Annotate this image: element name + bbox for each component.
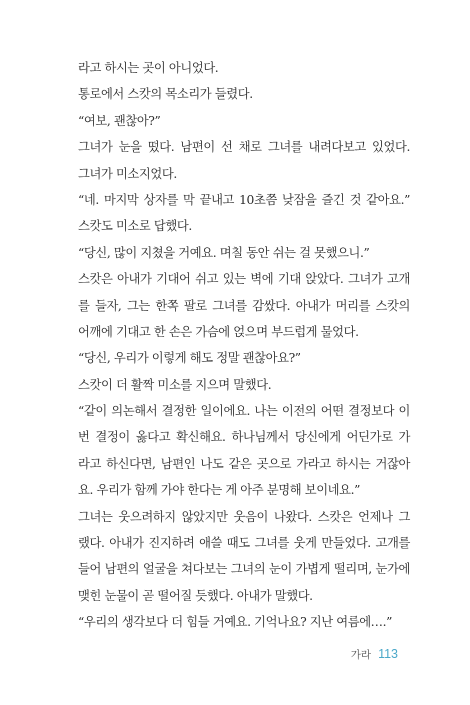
text-line: 라고 하신다면, 남편인 나도 같은 곳으로 가라고 하시는 거잖아 [78, 456, 410, 471]
text-line: “네. 마지막 상자를 막 끝내고 10초쯤 낮잠을 즐긴 것 같아요.” [78, 192, 410, 207]
page-body [78, 55, 410, 636]
text-line: 랬다. 아내가 진지하려 애쓸 때도 그녀를 웃게 만들었다. 고개를 [78, 536, 410, 551]
text-line: 스캇은 아내가 기대어 쉬고 있는 벽에 기대 앉았다. 그녀가 고개 [78, 272, 410, 287]
text-line: 그녀는 웃으려하지 않았지만 웃음이 나왔다. 스캇은 언제나 그 [78, 509, 410, 524]
text-line: 요. 우리가 함께 가야 한다는 게 아주 분명해 보이네요.” [78, 483, 361, 498]
page-number: 113 [378, 647, 398, 661]
text-line: “우리의 생각보다 더 힘들 거예요. 기억나요? 지난 여름에….” [78, 615, 392, 630]
text-line: 를 들자, 그는 한쪽 팔로 그녀를 감쌌다. 아내가 머리를 스캇의 [78, 298, 410, 313]
text-line: “당신, 많이 지쳤을 거예요. 며칠 동안 쉬는 걸 못했으니.” [78, 245, 370, 260]
text-line: “당신, 우리가 이렇게 해도 정말 괜찮아요?” [78, 351, 301, 366]
text-line: 스캇도 미소로 답했다. [78, 219, 192, 234]
text-line: 번 결정이 옳다고 확신해요. 하나님께서 당신에게 어딘가로 가 [78, 430, 410, 445]
text-line: 라고 하시는 곳이 아니었다. [78, 61, 219, 75]
text-line: 어깨에 기대고 한 손은 가슴에 얹으며 부드럽게 물었다. [78, 324, 359, 339]
text-line: 통로에서 스캇의 목소리가 들렸다. [78, 87, 253, 102]
text-line: “여보, 괜찮아?” [78, 113, 161, 128]
text-line: 스캇이 더 활짝 미소를 지으며 말했다. [78, 377, 272, 392]
text-line: 들어 남편의 얼굴을 쳐다보는 그녀의 눈이 가볍게 떨리며, 눈가에 [78, 562, 410, 577]
text-line: 맺힌 눈물이 곧 떨어질 듯했다. 아내가 말했다. [78, 588, 313, 603]
text-line: 그녀가 눈을 떴다. 남편이 선 채로 그녀를 내려다보고 있었다. [78, 140, 410, 155]
text-line: 그녀가 미소지었다. [78, 166, 177, 181]
text-line: “같이 의논해서 결정한 일이에요. 나는 이전의 어떤 결정보다 이 [78, 404, 410, 419]
running-title: 가라 [350, 649, 372, 661]
page-footer [351, 645, 398, 663]
